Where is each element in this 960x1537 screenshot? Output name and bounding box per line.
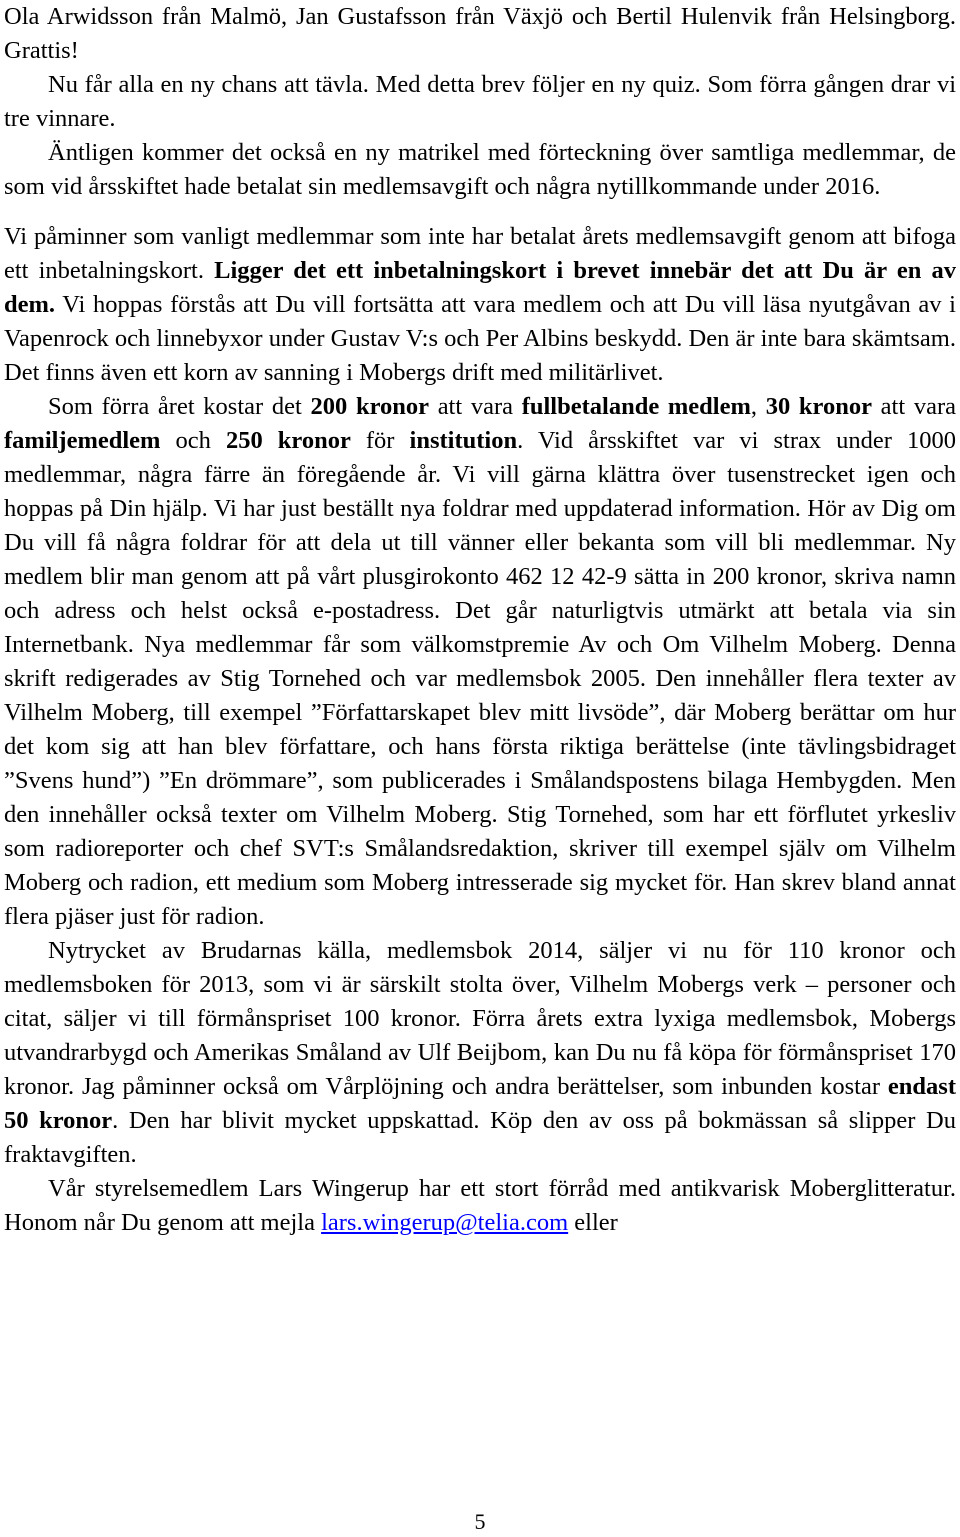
prices-text-4: att vara [871, 393, 956, 420]
new-quiz-text: Nu får alla en ny chans att tävla. Med detta brev följer en ny quiz. Som förra gången drar vi tre vinnare. [4, 71, 956, 132]
book-offers-text-2: . Den har blivit mycket uppskattad. Köp den av oss på bokmässan så slipper Du fraktavgiften. [4, 1107, 956, 1168]
reminder-text-1: Vi påminner som vanligt medlemmar som inte har betalat årets medlemsavgift genom att bifoga ett inbetalningskort. [4, 223, 956, 284]
paragraph-antiquarian-contact [4, 1172, 956, 1240]
prices-text-2: att vara [429, 393, 522, 420]
price-institution: 250 kronor [225, 427, 351, 454]
member-register-text: Äntligen kommer det också en ny matrikel med förteckning över samtliga medlemmar, de som vid årsskiftet hade betalat sin medlemsavgift och några nytillkommande under 2016. [4, 139, 956, 200]
prices-text-7: . Vid årsskiftet var vi strax under 1000 medlemmar, några färre än föregående år. Vi vill gärna klättra över tusenstrecket igen och hoppas på Din hjälp. Vi har just beställt nya foldrar med uppdaterad information. Hör av Dig om Du vill få några foldrar för att dela ut till vänner eller bekanta som vill bli medlemmar. Ny medlem blir man genom att på vårt plusgirokonto 462 12 42-9 sätta in 200 kronor, skriva namn och adress och helst också e-postadress. Det går naturligtvis utmärkt att betala via sin Internetbank. Nya medlemmar får som välkomstpremie Av och Om Vilhelm Moberg. Denna skrift redigerades av Stig Tornehed och var medlemsbok 2005. Den innehåller flera texter av Vilhelm Moberg, till exempel ”Författarskapet blev mitt livsöde”, där Moberg berättar om hur det kom sig att han blev författare, och hans första riktiga berättelse (inte tävlingsbidraget ”Svens hund”) ”En drömmare”, som publicerades i Smålandspostens bilaga Hembygden. Men den innehåller också texter om Vilhelm Moberg. Stig Tornehed, som har ett förflutet yrkesliv som radioreporter och chef SVT:s Smålandsredaktion, skriver till exempel själv om Vilhelm Moberg och radion, ett medium som Moberg intresserade sig mycket för. Han skrev bland annat flera pjäser just för radion. [4, 427, 957, 930]
paragraph-membership-fee-reminder [4, 220, 956, 390]
winners-text: Ola Arwidsson från Malmö, Jan Gustafsson från Växjö och Bertil Hulenvik från Helsingborg. Grattis! [4, 3, 956, 64]
label-institution: institution [409, 427, 518, 454]
prices-text-1: Som förra året kostar det [48, 393, 311, 420]
contact-text-1: Vår styrelsemedlem Lars Wingerup har ett stort förråd med antikvarisk Moberglitteratur. Honom når Du genom att mejla [4, 1175, 956, 1236]
book-offers-text-1: Nytrycket av Brudarnas källa, medlemsbok 2014, säljer vi nu för 110 kronor och medlemsboken för 2013, som vi är särskilt stolta över, Vilhelm Mobergs verk – personer och citat, säljer vi till förmånspriset 100 kronor. Förra årets extra lyxiga medlemsbok, Mobergs utvandrarbygd och Amerikas Småland av Ulf Beijbom, kan Du nu få köpa för förmånspriset 170 kronor. Jag påminner också om Vårplöjning och andra berättelser, som inbunden kostar [4, 937, 956, 1100]
email-link[interactable]: lars.wingerup@telia.com [321, 1209, 569, 1236]
price-full-member: 200 kronor [310, 393, 429, 420]
document-body [4, 0, 956, 1240]
paragraph-new-quiz [4, 68, 956, 136]
price-family-member: 30 kronor [765, 393, 872, 420]
paragraph-winners [4, 0, 956, 68]
reminder-bold-notice: Ligger det ett inbetalningskort i brevet innebär det att Du är en av dem. [4, 257, 956, 318]
label-full-member: fullbetalande medlem [521, 393, 751, 420]
contact-text-2: eller [568, 1209, 618, 1236]
prices-text-6: för [350, 427, 410, 454]
reminder-text-2: Vi hoppas förstås att Du vill fortsätta att vara medlem och att Du vill läsa nyutgåvan av i Vapenrock och linnebyxor under Gustav V:s och Per Albins beskydd. Den är inte bara skämtsam. Det finns även ett korn av sanning i Mobergs drift med militärlivet. [4, 291, 956, 386]
paragraph-member-register [4, 136, 956, 204]
paragraph-book-offers [4, 934, 956, 1172]
label-family-member: familjemedlem [4, 427, 161, 454]
paragraph-membership-prices [4, 390, 956, 934]
prices-text-3: , [750, 393, 766, 420]
prices-text-5: och [160, 427, 226, 454]
book-offer-price: endast 50 kronor [4, 1073, 956, 1134]
page-number: 5 [474, 1509, 486, 1534]
